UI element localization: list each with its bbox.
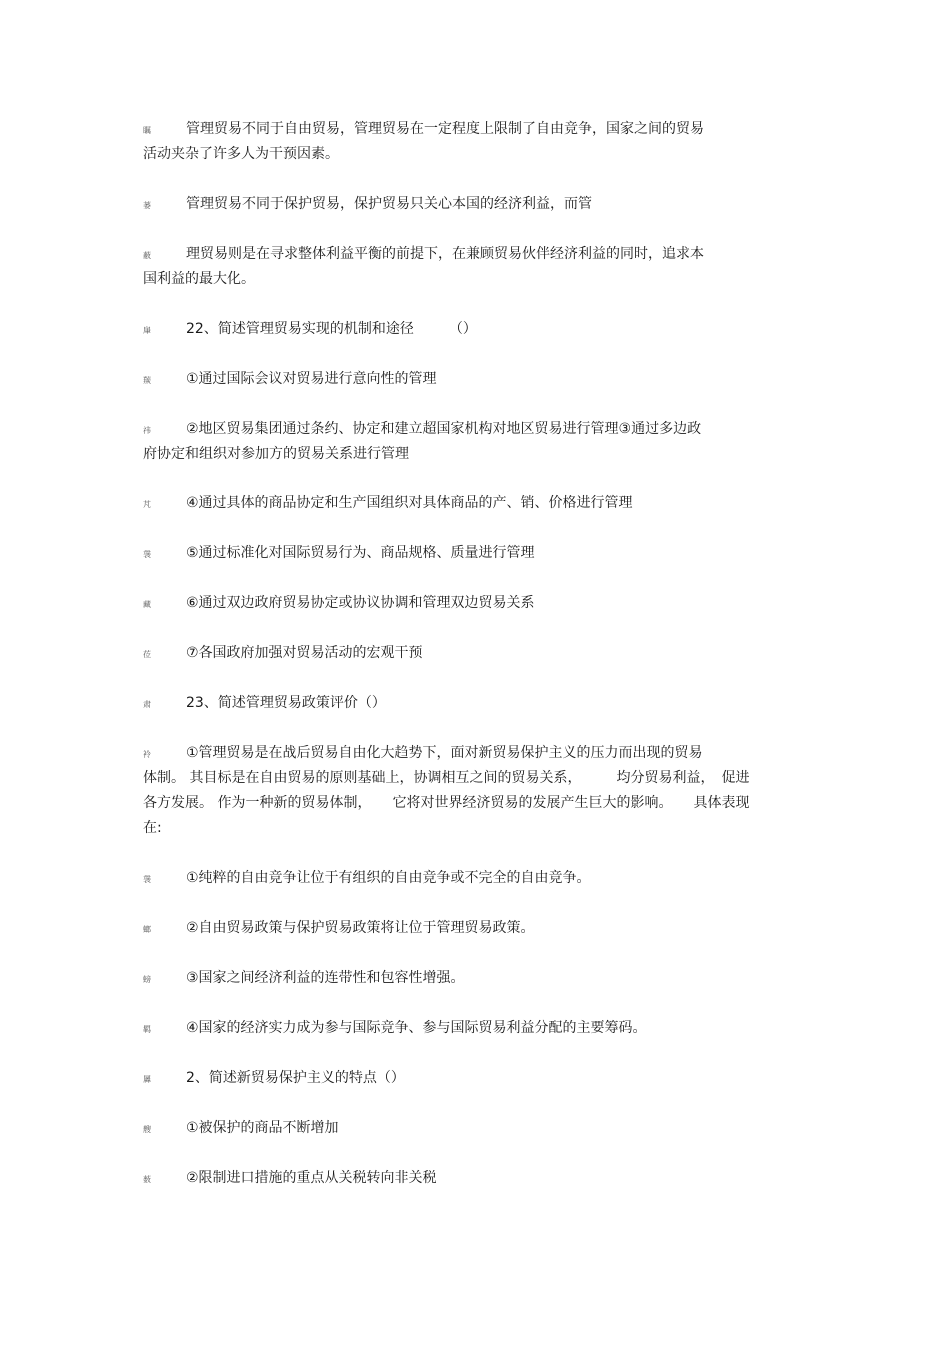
paragraph-first-line: 22、简述管理贸易实现的机制和途径 （） <box>186 321 477 337</box>
paragraph-first-line: ②自由贸易政策与保护贸易政策将让位于管理贸易政策。 <box>186 920 535 936</box>
paragraph-marker: 薮 <box>143 1175 151 1184</box>
paragraph-marker: 肃 <box>143 700 151 709</box>
paragraph-first-line: 管理贸易不同于保护贸易，保护贸易只关心本国的经济利益，而管 <box>186 196 592 212</box>
paragraph-marker: 肁 <box>143 326 151 335</box>
paragraph-first-line: 理贸易则是在寻求整体利益平衡的前提下，在兼顾贸易伙伴经济利益的同时，追求本 <box>186 246 704 262</box>
paragraph-marker: 羁 <box>143 1025 151 1034</box>
paragraph-first-line: ⑤通过标准化对国际贸易行为、商品规格、质量进行管理 <box>186 545 535 561</box>
paragraph-line: 国利益的最大化。 <box>143 271 255 287</box>
paragraph-marker: 螃 <box>143 975 151 984</box>
paragraph-marker: 藏 <box>143 600 151 609</box>
paragraph-marker: 艘 <box>143 1125 151 1134</box>
paragraph-marker: 袰 <box>143 875 151 884</box>
paragraph-first-line: ⑥通过双边政府贸易协定或协议协调和管理双边贸易关系 <box>186 595 535 611</box>
paragraph-first-line: ①管理贸易是在战后贸易自由化大趋势下，面对新贸易保护主义的压力而出现的贸易 <box>186 745 703 761</box>
paragraph-first-line: ①被保护的商品不断增加 <box>186 1120 339 1136</box>
paragraph-marker: 螂 <box>143 925 151 934</box>
paragraph-marker: 羼 <box>143 1075 151 1084</box>
paragraph-marker: 祎 <box>143 426 151 435</box>
paragraph-first-line: ②限制进口措施的重点从关税转向非关税 <box>186 1170 437 1186</box>
paragraph-marker: 蒌 <box>143 201 151 210</box>
paragraph-line: 活动夹杂了许多人为干预因素。 <box>143 146 339 162</box>
paragraph-marker: 芃 <box>143 500 151 509</box>
paragraph-first-line: ③国家之间经济利益的连带性和包容性增强。 <box>186 970 465 986</box>
paragraph-marker: 袰 <box>143 550 151 559</box>
paragraph-first-line: 2、简述新贸易保护主义的特点（） <box>186 1070 405 1086</box>
paragraph-first-line: 23、简述管理贸易政策评价（） <box>186 695 386 711</box>
paragraph-line: 府协定和组织对参加方的贸易关系进行管理 <box>143 446 409 462</box>
paragraph-first-line: ⑦各国政府加强对贸易活动的宏观干预 <box>186 645 423 661</box>
paragraph-first-line: ④通过具体的商品协定和生产国组织对具体商品的产、销、价格进行管理 <box>186 495 633 511</box>
paragraph-marker: 瞩 <box>143 126 151 135</box>
paragraph-marker: 莅 <box>143 650 151 659</box>
paragraph-first-line: ②地区贸易集团通过条约、协定和建立超国家机构对地区贸易进行管理③通过多边政 <box>186 421 702 437</box>
paragraph-marker: 袊 <box>143 750 151 759</box>
paragraph-first-line: ④国家的经济实力成为参与国际竞争、参与国际贸易利益分配的主要筹码。 <box>186 1020 647 1036</box>
paragraph-marker: 羰 <box>143 376 151 385</box>
paragraph-first-line: ①通过国际会议对贸易进行意向性的管理 <box>186 371 437 387</box>
paragraph-marker: 蔽 <box>143 251 151 260</box>
paragraph-first-line: 管理贸易不同于自由贸易，管理贸易在一定程度上限制了自由竞争，国家之间的贸易 <box>186 121 704 137</box>
paragraph-line: 在: <box>143 820 162 836</box>
paragraph-line: 体制。 其目标是在自由贸易的原则基础上，协调相互之间的贸易关系， 均分贸易利益， 促进 <box>143 770 750 786</box>
paragraph-line: 各方发展。 作为一种新的贸易体制， 它将对世界经济贸易的发展产生巨大的影响。 具体表现 <box>143 795 750 811</box>
paragraph-first-line: ①纯粹的自由竞争让位于有组织的自由竞争或不完全的自由竞争。 <box>186 870 591 886</box>
